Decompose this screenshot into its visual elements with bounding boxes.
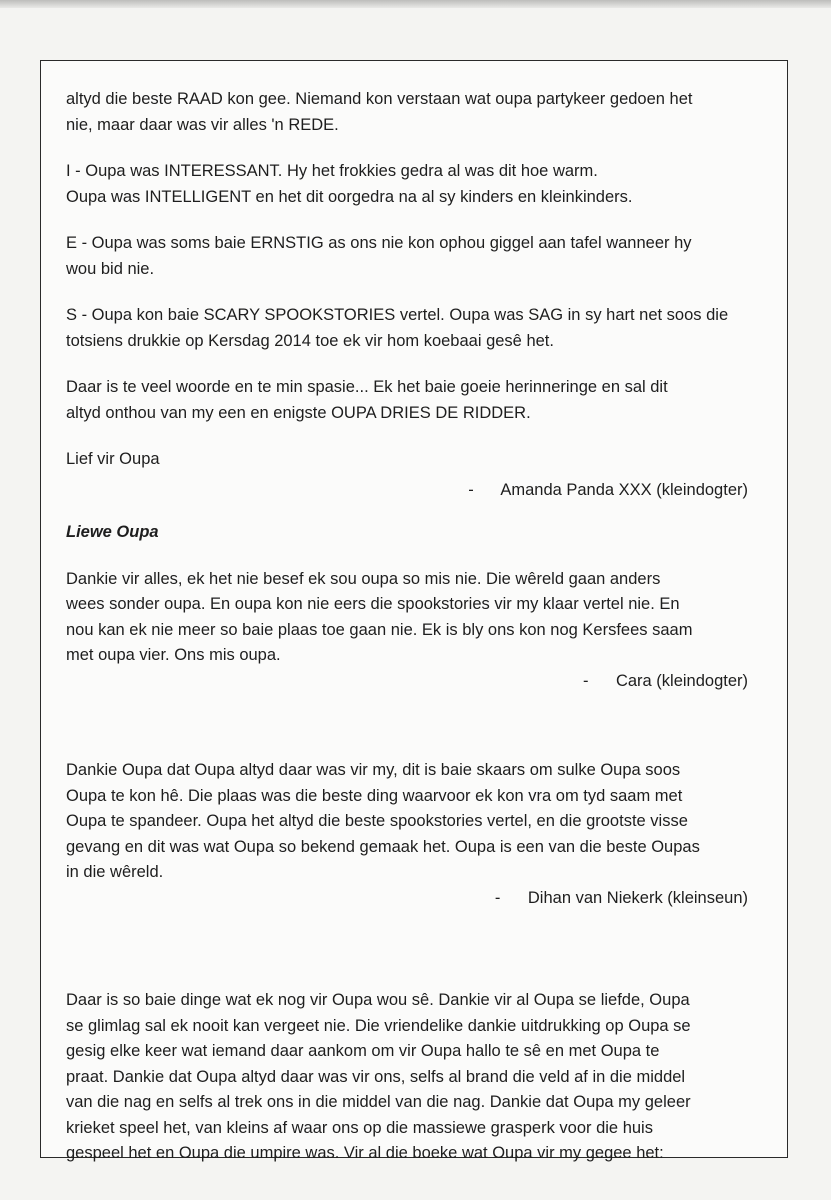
closing-line <box>66 447 766 473</box>
paragraph-ernstig <box>66 231 766 282</box>
text-line: wou bid nie. <box>66 259 155 278</box>
text-line: nie, maar daar was vir alles 'n REDE. <box>66 115 339 134</box>
paragraph-cara <box>66 567 766 669</box>
paragraph-spookstories <box>66 303 766 354</box>
text-line: met oupa vier. Ons mis oupa. <box>66 646 281 664</box>
text-line: Oupa te spandeer. Oupa het altyd die beste spookstories vertel, en die grootste visse <box>66 812 688 830</box>
paragraph-interessant <box>66 159 766 210</box>
text-line: krieket speel het, van kleins af waar ons op die massiewe grasperk voor die huis <box>66 1118 653 1137</box>
paragraph-raad <box>66 87 766 138</box>
text-line: I - Oupa was INTERESSANT. Hy het frokkies gedra al was dit hoe warm. <box>66 162 598 180</box>
signature-cara: - Cara (kleindogter) <box>582 671 748 690</box>
text-line: altyd die beste RAAD kon gee. Niemand kon verstaan wat oupa partykeer gedoen het <box>66 90 693 108</box>
text-line: E - Oupa was soms baie ERNSTIG as ons nie kon ophou giggel aan tafel wanneer hy <box>66 234 692 252</box>
paragraph-dihan <box>66 758 766 886</box>
spacer <box>66 928 766 988</box>
text-line: Daar is so baie dinge wat ek nog vir Oupa wou sê. Dankie vir al Oupa se liefde, Oupa <box>66 991 690 1009</box>
text-line: gesig elke keer wat iemand daar aankom om vir Oupa hallo te sê en met Oupa te <box>66 1042 660 1060</box>
text-line: gespeel het en Oupa die umpire was. Vir al die boeke wat Oupa vir my gegee het: <box>66 1144 664 1162</box>
text-line: praat. Dankie dat Oupa altyd daar was vir ons, selfs al brand die veld af in die middel <box>66 1067 686 1086</box>
text-line: Daar is te veel woorde en te min spasie... Ek het baie goeie herinneringe en sal dit <box>66 378 668 396</box>
text-line: in die wêreld. <box>66 863 164 881</box>
spacer <box>66 711 766 758</box>
signature-amanda: - Amanda Panda XXX (kleindogter) <box>468 480 748 499</box>
text-line: van die nag en selfs al trek ons in die middel van die nag. Dankie dat Oupa my geleer <box>66 1093 691 1111</box>
text-line: Dankie vir alles, ek het nie besef ek sou oupa so mis nie. Die wêreld gaan anders <box>66 569 661 588</box>
text-line: Oupa te kon hê. Die plaas was die beste ding waarvoor ek kon vra om tyd saam met <box>66 786 683 805</box>
paragraph-herinneringe <box>66 375 766 426</box>
text-line: Lief vir Oupa <box>66 450 160 468</box>
letter-content <box>66 87 766 1167</box>
text-line: wees sonder oupa. En oupa kon nie eers die spookstories vir my klaar vertel nie. En <box>66 595 680 613</box>
text-line: totsiens drukkie op Kersdag 2014 toe ek vir hom koebaai gesê het. <box>66 331 554 350</box>
text-line: nou kan ek nie meer so baie plaas toe gaan nie. Ek is bly ons kon nog Kersfees saam <box>66 620 693 639</box>
scan-top-edge <box>0 0 831 8</box>
text-line: Oupa was INTELLIGENT en het dit oorgedra na al sy kinders en kleinkinders. <box>66 187 633 206</box>
text-line: altyd onthou van my een en enigste OUPA DRIES DE RIDDER. <box>66 403 531 422</box>
text-line: se glimlag sal ek nooit kan vergeet nie. Die vriendelike dankie uitdrukking op Oupa se <box>66 1016 691 1035</box>
paragraph-dankie <box>66 988 766 1167</box>
text-line: gevang en dit was wat Oupa so bekend gemaak het. Oupa is een van die beste Oupas <box>66 837 700 856</box>
document-page <box>40 60 788 1162</box>
signature-dihan: - Dihan van Niekerk (kleinseun) <box>494 888 748 907</box>
text-line: Dankie Oupa dat Oupa altyd daar was vir my, dit is baie skaars om sulke Oupa soos <box>66 761 681 779</box>
text-line: S - Oupa kon baie SCARY SPOOKSTORIES vertel. Oupa was SAG in sy hart net soos die <box>66 306 729 324</box>
section-heading: Liewe Oupa <box>66 523 159 541</box>
